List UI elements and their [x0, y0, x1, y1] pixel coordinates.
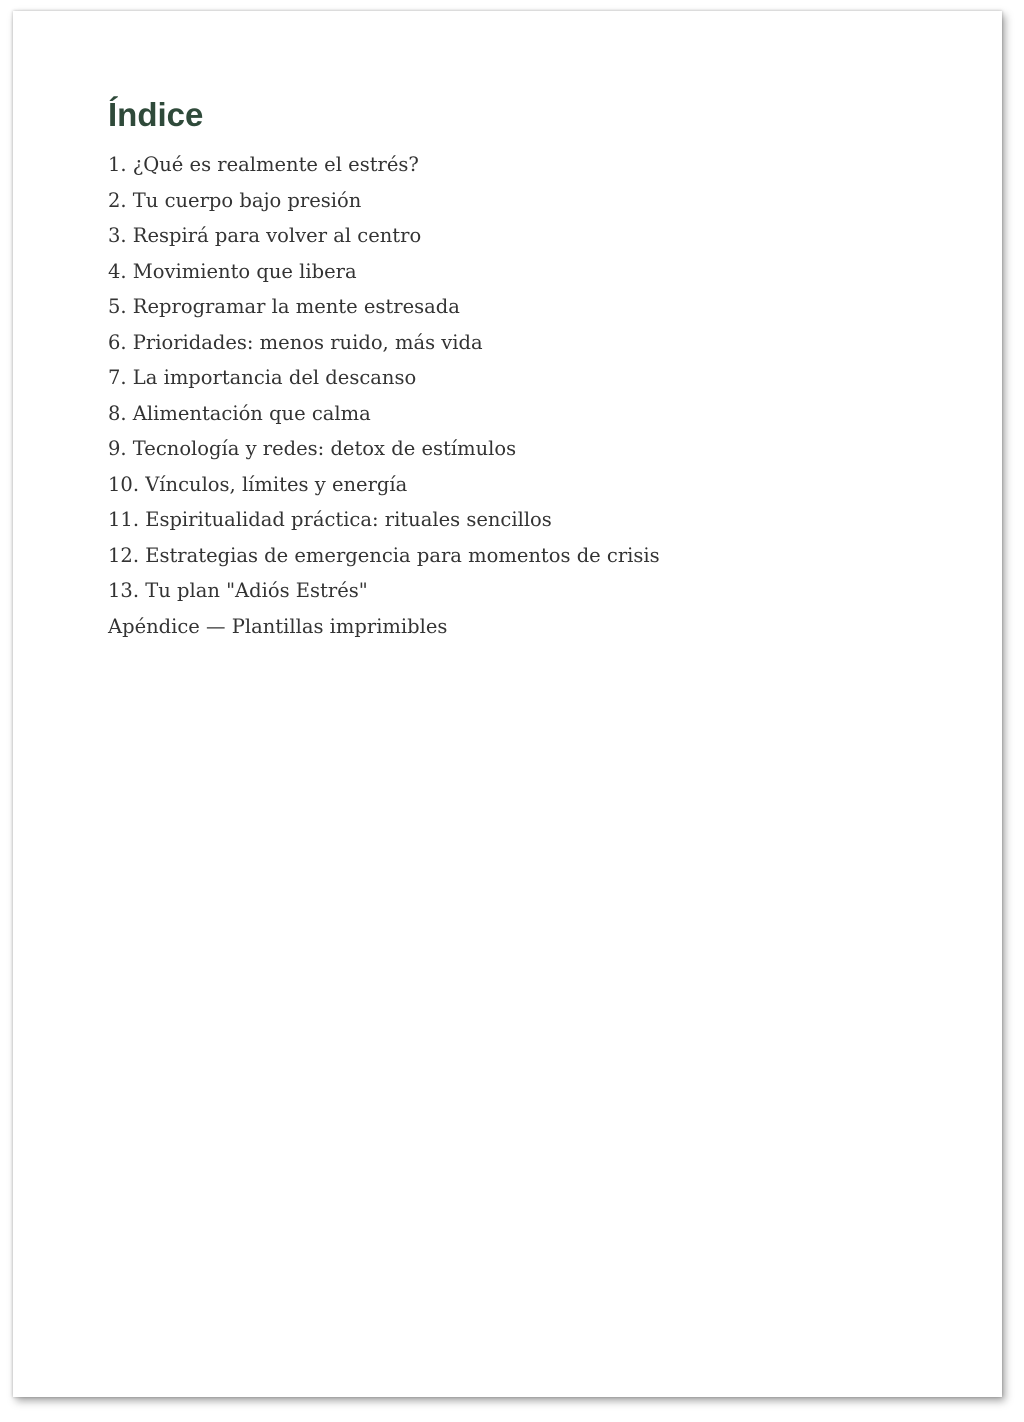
page-title: Índice: [108, 96, 204, 133]
toc-item: 4. Movimiento que libera: [108, 259, 357, 283]
toc-item: 11. Espiritualidad práctica: rituales sencillos: [108, 508, 552, 531]
toc-item-appendix: Apéndice — Plantillas imprimibles: [108, 614, 448, 638]
toc-item: 7. La importancia del descanso: [108, 366, 417, 389]
toc-item: 8. Alimentación que calma: [108, 401, 371, 425]
toc-item: 13. Tu plan "Adiós Estrés": [108, 579, 368, 602]
table-of-contents: [108, 147, 660, 644]
toc-item: 1. ¿Qué es realmente el estrés?: [108, 153, 419, 176]
document-page: [13, 11, 1002, 1397]
toc-item: 5. Reprogramar la mente estresada: [108, 295, 460, 318]
toc-item: 6. Prioridades: menos ruido, más vida: [108, 330, 483, 354]
toc-item: 3. Respirá para volver al centro: [108, 224, 422, 247]
toc-item: 12. Estrategias de emergencia para momentos de crisis: [108, 543, 660, 567]
toc-item: 9. Tecnología y redes: detox de estímulos: [108, 437, 517, 460]
toc-item: 2. Tu cuerpo bajo presión: [108, 188, 362, 212]
toc-item: 10. Vínculos, límites y energía: [108, 472, 408, 496]
